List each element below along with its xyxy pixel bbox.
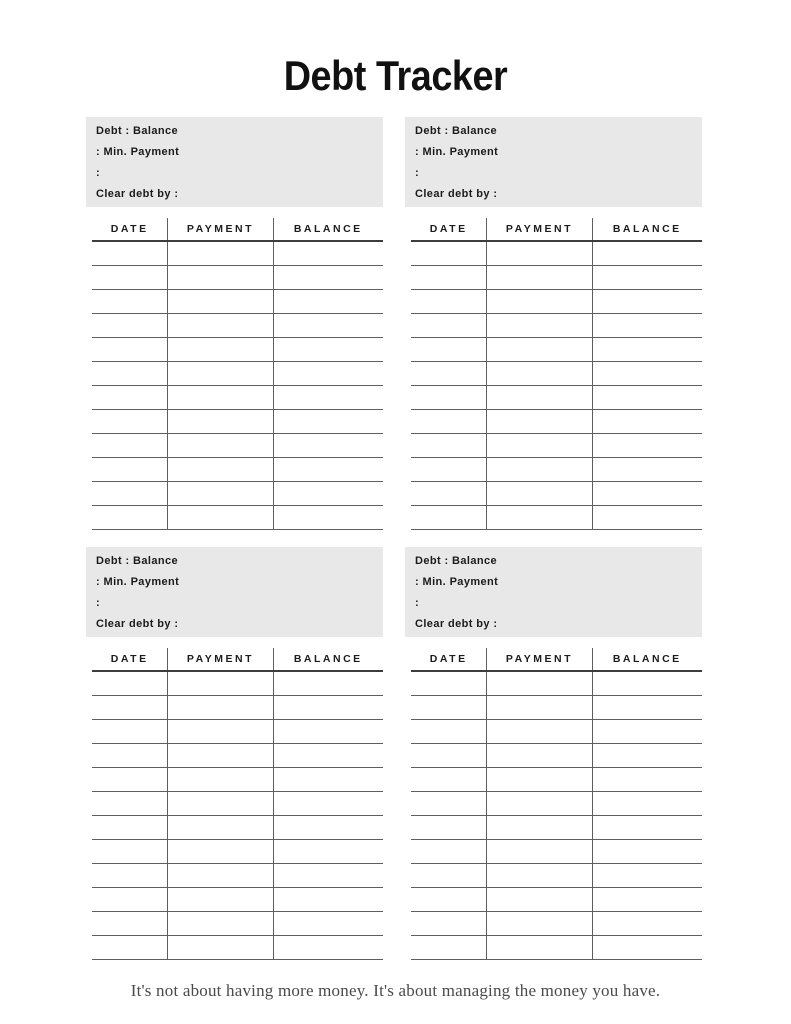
- table-cell-empty: [593, 720, 702, 743]
- table-row: [92, 792, 383, 816]
- table-cell-empty: [274, 792, 383, 815]
- table-row: [92, 912, 383, 936]
- table-cell-empty: [593, 506, 702, 529]
- table-cell-empty: [486, 720, 592, 743]
- table-cell-empty: [92, 410, 167, 433]
- table-empty-rows: [92, 672, 383, 960]
- table-row: [92, 506, 383, 530]
- table-cell-empty: [593, 816, 702, 839]
- table-cell-empty: [593, 314, 702, 337]
- table-cell-empty: [411, 362, 486, 385]
- table-row: [411, 482, 702, 506]
- debt-panel-2: [405, 117, 702, 530]
- table-cell-empty: [411, 864, 486, 887]
- table-row: [92, 744, 383, 768]
- table-cell-empty: [92, 912, 167, 935]
- table-cell-empty: [411, 912, 486, 935]
- payment-log-table: [411, 218, 702, 530]
- table-row: [92, 696, 383, 720]
- table-row: [411, 816, 702, 840]
- table-cell-empty: [167, 816, 273, 839]
- table-cell-empty: [486, 912, 592, 935]
- table-cell-empty: [593, 290, 702, 313]
- debt-info-box: [405, 547, 702, 637]
- table-cell-empty: [411, 434, 486, 457]
- debt-info-box: [86, 117, 383, 207]
- table-cell-empty: [486, 242, 592, 265]
- table-cell-empty: [486, 386, 592, 409]
- table-row: [411, 458, 702, 482]
- table-cell-empty: [167, 696, 273, 719]
- table-row: [411, 840, 702, 864]
- column-header-balance: BALANCE: [612, 223, 682, 236]
- table-cell-empty: [593, 410, 702, 433]
- table-cell-empty: [92, 362, 167, 385]
- table-cell-empty: [167, 386, 273, 409]
- column-header-date: DATE: [429, 223, 468, 236]
- table-cell-empty: [167, 434, 273, 457]
- table-cell-empty: [411, 482, 486, 505]
- table-cell-empty: [274, 266, 383, 289]
- table-cell-empty: [167, 768, 273, 791]
- column-header-payment: PAYMENT: [486, 218, 592, 240]
- info-line-min-payment: : Min. Payment: [96, 575, 180, 588]
- table-row: [411, 864, 702, 888]
- table-cell-empty: [167, 864, 273, 887]
- table-cell-empty: [411, 242, 486, 265]
- table-row: [92, 434, 383, 458]
- table-row: [411, 434, 702, 458]
- table-cell-empty: [92, 434, 167, 457]
- page-title: Debt Tracker: [283, 52, 508, 99]
- table-cell-empty: [411, 410, 486, 433]
- table-row: [411, 410, 702, 434]
- table-cell-empty: [593, 840, 702, 863]
- table-cell-empty: [593, 888, 702, 911]
- table-cell-empty: [411, 386, 486, 409]
- table-cell-empty: [274, 744, 383, 767]
- table-cell-empty: [274, 936, 383, 959]
- column-header-balance: BALANCE: [293, 653, 363, 666]
- table-cell-empty: [593, 482, 702, 505]
- column-header-date: DATE: [429, 653, 468, 666]
- debt-info-box: [86, 547, 383, 637]
- table-row: [411, 936, 702, 960]
- table-cell-empty: [92, 506, 167, 529]
- table-cell-empty: [92, 338, 167, 361]
- info-line-min-payment: : Min. Payment: [415, 575, 499, 588]
- table-row: [411, 242, 702, 266]
- table-cell-empty: [167, 936, 273, 959]
- table-row: [92, 720, 383, 744]
- table-cell-empty: [92, 936, 167, 959]
- debt-panel-3: [86, 547, 383, 960]
- column-header-date: DATE: [110, 223, 149, 236]
- table-cell-empty: [274, 290, 383, 313]
- table-cell-empty: [274, 458, 383, 481]
- table-cell-empty: [92, 242, 167, 265]
- table-cell-empty: [411, 816, 486, 839]
- table-cell-empty: [411, 672, 486, 695]
- table-cell-empty: [593, 768, 702, 791]
- table-cell-empty: [274, 242, 383, 265]
- table-cell-empty: [274, 720, 383, 743]
- table-cell-empty: [92, 768, 167, 791]
- table-cell-empty: [593, 266, 702, 289]
- table-row: [411, 362, 702, 386]
- table-cell-empty: [92, 266, 167, 289]
- table-header-row: [92, 648, 383, 672]
- table-cell-empty: [486, 290, 592, 313]
- table-header-row: [92, 218, 383, 242]
- table-cell-empty: [593, 338, 702, 361]
- table-cell-empty: [274, 434, 383, 457]
- table-cell-empty: [167, 266, 273, 289]
- table-cell-empty: [593, 362, 702, 385]
- table-row: [411, 314, 702, 338]
- debt-panel-1: [86, 117, 383, 530]
- info-line-colon: :: [96, 166, 101, 179]
- table-cell-empty: [486, 768, 592, 791]
- info-line-colon: :: [415, 596, 420, 609]
- table-cell-empty: [167, 792, 273, 815]
- table-cell-empty: [593, 696, 702, 719]
- table-cell-empty: [274, 482, 383, 505]
- table-row: [92, 936, 383, 960]
- table-cell-empty: [593, 912, 702, 935]
- table-row: [411, 744, 702, 768]
- table-row: [92, 864, 383, 888]
- table-row: [92, 672, 383, 696]
- table-cell-empty: [274, 386, 383, 409]
- table-row: [92, 266, 383, 290]
- table-cell-empty: [167, 362, 273, 385]
- table-cell-empty: [274, 888, 383, 911]
- table-cell-empty: [274, 362, 383, 385]
- column-header-balance: BALANCE: [612, 653, 682, 666]
- table-row: [411, 266, 702, 290]
- table-cell-empty: [274, 314, 383, 337]
- table-row: [411, 696, 702, 720]
- table-cell-empty: [167, 888, 273, 911]
- table-row: [92, 410, 383, 434]
- table-cell-empty: [92, 888, 167, 911]
- column-header-payment: PAYMENT: [167, 648, 273, 670]
- table-cell-empty: [411, 696, 486, 719]
- table-row: [92, 314, 383, 338]
- debt-info-box: [405, 117, 702, 207]
- table-cell-empty: [486, 314, 592, 337]
- table-cell-empty: [411, 314, 486, 337]
- table-row: [92, 816, 383, 840]
- info-line-clear-debt-by: Clear debt by :: [415, 187, 498, 200]
- table-cell-empty: [167, 410, 273, 433]
- table-row: [92, 290, 383, 314]
- info-line-colon: :: [96, 596, 101, 609]
- table-cell-empty: [92, 290, 167, 313]
- payment-log-table: [92, 218, 383, 530]
- table-cell-empty: [274, 696, 383, 719]
- table-empty-rows: [411, 242, 702, 530]
- table-cell-empty: [486, 936, 592, 959]
- column-header-payment: PAYMENT: [167, 218, 273, 240]
- table-cell-empty: [486, 840, 592, 863]
- info-line-debt-balance: Debt : Balance: [415, 554, 498, 567]
- table-cell-empty: [411, 266, 486, 289]
- table-cell-empty: [274, 816, 383, 839]
- table-row: [92, 458, 383, 482]
- table-cell-empty: [411, 744, 486, 767]
- footer-quote: It's not about having more money. It's about managing the money you have.: [130, 981, 661, 1001]
- table-cell-empty: [167, 338, 273, 361]
- table-cell-empty: [274, 410, 383, 433]
- info-line-debt-balance: Debt : Balance: [96, 554, 179, 567]
- table-cell-empty: [411, 506, 486, 529]
- column-header-balance: BALANCE: [293, 223, 363, 236]
- table-cell-empty: [92, 672, 167, 695]
- table-row: [92, 386, 383, 410]
- table-header-row: [411, 218, 702, 242]
- info-line-clear-debt-by: Clear debt by :: [96, 187, 179, 200]
- table-cell-empty: [411, 840, 486, 863]
- table-row: [411, 386, 702, 410]
- table-cell-empty: [92, 314, 167, 337]
- table-cell-empty: [167, 458, 273, 481]
- table-cell-empty: [274, 338, 383, 361]
- table-cell-empty: [486, 816, 592, 839]
- table-row: [92, 242, 383, 266]
- table-cell-empty: [486, 338, 592, 361]
- table-row: [92, 338, 383, 362]
- info-line-colon: :: [415, 166, 420, 179]
- table-cell-empty: [167, 720, 273, 743]
- table-cell-empty: [274, 864, 383, 887]
- table-cell-empty: [593, 792, 702, 815]
- table-row: [411, 720, 702, 744]
- table-cell-empty: [486, 696, 592, 719]
- table-cell-empty: [486, 434, 592, 457]
- table-cell-empty: [167, 506, 273, 529]
- table-empty-rows: [92, 242, 383, 530]
- table-cell-empty: [167, 672, 273, 695]
- table-row: [411, 290, 702, 314]
- table-cell-empty: [486, 266, 592, 289]
- column-header-date: DATE: [110, 653, 149, 666]
- table-cell-empty: [274, 768, 383, 791]
- table-cell-empty: [167, 482, 273, 505]
- table-cell-empty: [593, 672, 702, 695]
- table-cell-empty: [411, 338, 486, 361]
- table-row: [411, 338, 702, 362]
- table-row: [92, 840, 383, 864]
- payment-log-table: [92, 648, 383, 960]
- table-cell-empty: [411, 936, 486, 959]
- table-cell-empty: [593, 242, 702, 265]
- table-cell-empty: [486, 362, 592, 385]
- table-cell-empty: [486, 792, 592, 815]
- debt-panel-4: [405, 547, 702, 960]
- table-cell-empty: [411, 792, 486, 815]
- table-row: [411, 912, 702, 936]
- info-line-debt-balance: Debt : Balance: [415, 124, 498, 137]
- table-cell-empty: [486, 888, 592, 911]
- column-header-payment: PAYMENT: [486, 648, 592, 670]
- table-cell-empty: [92, 482, 167, 505]
- table-cell-empty: [593, 936, 702, 959]
- table-cell-empty: [92, 696, 167, 719]
- table-cell-empty: [486, 672, 592, 695]
- info-line-min-payment: : Min. Payment: [415, 145, 499, 158]
- table-row: [411, 672, 702, 696]
- table-empty-rows: [411, 672, 702, 960]
- table-cell-empty: [92, 840, 167, 863]
- payment-log-table: [411, 648, 702, 960]
- info-line-clear-debt-by: Clear debt by :: [415, 617, 498, 630]
- table-row: [92, 768, 383, 792]
- table-cell-empty: [274, 672, 383, 695]
- table-cell-empty: [593, 864, 702, 887]
- table-cell-empty: [411, 458, 486, 481]
- table-cell-empty: [274, 840, 383, 863]
- table-cell-empty: [92, 744, 167, 767]
- table-row: [411, 888, 702, 912]
- table-cell-empty: [486, 458, 592, 481]
- table-cell-empty: [486, 864, 592, 887]
- table-cell-empty: [92, 792, 167, 815]
- table-cell-empty: [593, 744, 702, 767]
- table-row: [92, 888, 383, 912]
- table-cell-empty: [486, 410, 592, 433]
- table-header-row: [411, 648, 702, 672]
- table-cell-empty: [167, 744, 273, 767]
- table-cell-empty: [411, 290, 486, 313]
- table-cell-empty: [167, 912, 273, 935]
- table-cell-empty: [486, 506, 592, 529]
- table-cell-empty: [593, 458, 702, 481]
- table-cell-empty: [593, 386, 702, 409]
- table-cell-empty: [92, 864, 167, 887]
- table-cell-empty: [411, 720, 486, 743]
- table-cell-empty: [593, 434, 702, 457]
- table-cell-empty: [486, 744, 592, 767]
- table-row: [92, 482, 383, 506]
- table-row: [411, 506, 702, 530]
- table-cell-empty: [167, 314, 273, 337]
- table-cell-empty: [92, 386, 167, 409]
- table-cell-empty: [274, 912, 383, 935]
- info-line-min-payment: : Min. Payment: [96, 145, 180, 158]
- table-row: [411, 792, 702, 816]
- info-line-clear-debt-by: Clear debt by :: [96, 617, 179, 630]
- table-cell-empty: [411, 888, 486, 911]
- table-row: [92, 362, 383, 386]
- table-cell-empty: [92, 816, 167, 839]
- table-cell-empty: [167, 242, 273, 265]
- tracker-grid: [86, 117, 702, 960]
- table-cell-empty: [411, 768, 486, 791]
- table-cell-empty: [486, 482, 592, 505]
- table-cell-empty: [274, 506, 383, 529]
- table-cell-empty: [92, 458, 167, 481]
- table-cell-empty: [167, 290, 273, 313]
- info-line-debt-balance: Debt : Balance: [96, 124, 179, 137]
- table-row: [411, 768, 702, 792]
- table-cell-empty: [92, 720, 167, 743]
- table-cell-empty: [167, 840, 273, 863]
